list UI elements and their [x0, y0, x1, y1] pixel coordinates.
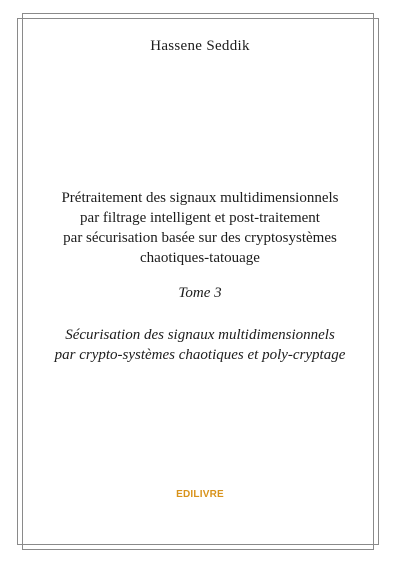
publisher-logo: EDILIVRE	[176, 489, 224, 500]
frame-corner-mark	[373, 544, 379, 550]
book-title-line: par filtrage intelligent et post-traitement	[80, 210, 320, 226]
frame-corner-mark	[17, 13, 23, 19]
book-title-line: chaotiques-tatouage	[140, 250, 260, 266]
volume-label: Tome 3	[178, 285, 222, 301]
frame-corner-mark	[373, 13, 379, 19]
publisher	[0, 484, 400, 502]
frame-corner-mark	[17, 544, 23, 550]
cover-frame-inner	[22, 18, 374, 545]
book-title-line: Prétraitement des signaux multidimensionnels	[61, 190, 339, 206]
author-name: Hassene Seddik	[150, 38, 250, 54]
book-title	[30, 188, 370, 268]
book-title-line: par sécurisation basée sur des cryptosystèmes	[63, 230, 337, 246]
book-subtitle-line: par crypto-systèmes chaotiques et poly-cryptage	[54, 347, 346, 363]
book-subtitle-line: Sécurisation des signaux multidimensionnels	[65, 327, 335, 343]
book-subtitle	[30, 325, 370, 365]
